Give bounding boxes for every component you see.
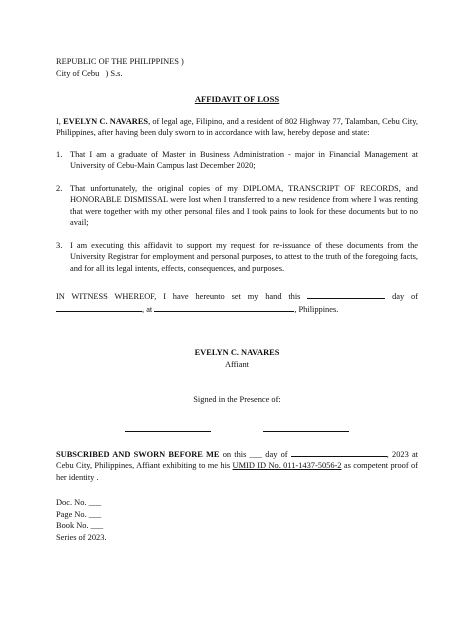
doc-number: Doc. No. ___ bbox=[56, 498, 102, 507]
jurat-month-blank bbox=[291, 448, 387, 457]
witness-signature-line bbox=[125, 430, 211, 432]
presence-label: Signed in the Presence of: bbox=[193, 395, 281, 404]
venue-city: City of Cebu ) S.s. bbox=[56, 68, 123, 78]
umid-id: UMID ID No. 011-1437-5056-2 bbox=[232, 461, 342, 470]
witness-text-2: day of bbox=[385, 292, 418, 301]
witness-signature-lines bbox=[56, 430, 418, 432]
statement-item bbox=[56, 183, 418, 229]
affiant-name: EVELYN C. NAVARES bbox=[194, 348, 280, 357]
affiant-signature-block bbox=[56, 347, 418, 370]
affiant-name-inline: EVELYN C. NAVARES bbox=[63, 116, 149, 126]
month-blank bbox=[56, 303, 142, 312]
venue-republic: REPUBLIC OF THE PHILIPPINES ) bbox=[56, 57, 184, 66]
date-blank bbox=[307, 290, 385, 299]
jurat-text-2: , 2023 at Cebu City, Philippines, Affiant exhibiting to me his bbox=[56, 449, 419, 470]
intro-text: , of legal age, Filipino, and a resident of 802 Highway 77, Talamban, Cebu City, Philippines, after having been duly sworn to in accordance with law, hereby depose and state: bbox=[56, 116, 418, 137]
statement-number: 3. bbox=[56, 240, 63, 250]
statement-number: 1. bbox=[56, 149, 63, 159]
book-number: Book No. ___ bbox=[56, 521, 104, 530]
witness-paragraph bbox=[56, 290, 418, 315]
jurat-paragraph bbox=[56, 448, 418, 484]
series-year: Series of 2023. bbox=[56, 532, 107, 542]
witness-text-4: , Philippines. bbox=[294, 304, 339, 314]
venue-block bbox=[56, 56, 418, 79]
statement-number: 2. bbox=[56, 183, 63, 193]
page-number: Page No. ___ bbox=[56, 509, 102, 519]
statement-list bbox=[56, 149, 418, 275]
document-title: AFFIDAVIT OF LOSS bbox=[194, 94, 280, 104]
jurat-heading: SUBSCRIBED AND SWORN BEFORE ME bbox=[56, 449, 220, 459]
witness-text-1: IN WITNESS WHEREOF, I have hereunto set my hand this bbox=[56, 292, 308, 301]
jurat-text-3: as competent proof of her identity . bbox=[56, 461, 418, 482]
statement-text: I am executing this affidavit to support my request for re-issuance of these documents from the University Registrar for employment and personal purposes, to attest to the truth of the foregoing facts, and for all its legal intents, effects, consequences, and purposes. bbox=[70, 240, 418, 273]
intro-paragraph bbox=[56, 116, 418, 139]
statement-text: That unfortunately, the original copies of my DIPLOMA, TRANSCRIPT OF RECORDS, and HONORABLE DISMISSAL were lost when I transferred to a new residence from where I was renting that were together with my other personal files and I took pains to look for these documents but to no avail; bbox=[70, 183, 418, 227]
notarial-register bbox=[56, 497, 418, 543]
intro-prefix: I, bbox=[56, 116, 64, 126]
statement-item bbox=[56, 149, 418, 172]
witness-text-3: , at bbox=[142, 304, 155, 314]
place-blank bbox=[154, 303, 294, 312]
witness-signature-line bbox=[263, 430, 349, 432]
statement-item bbox=[56, 240, 418, 275]
statement-text: That I am a graduate of Master in Business Administration - major in Financial Management at University of Cebu-Main Campus last December 2020; bbox=[70, 149, 418, 170]
affiant-label: Affiant bbox=[224, 359, 250, 369]
jurat-text-1: on this ___ day of bbox=[219, 449, 291, 459]
